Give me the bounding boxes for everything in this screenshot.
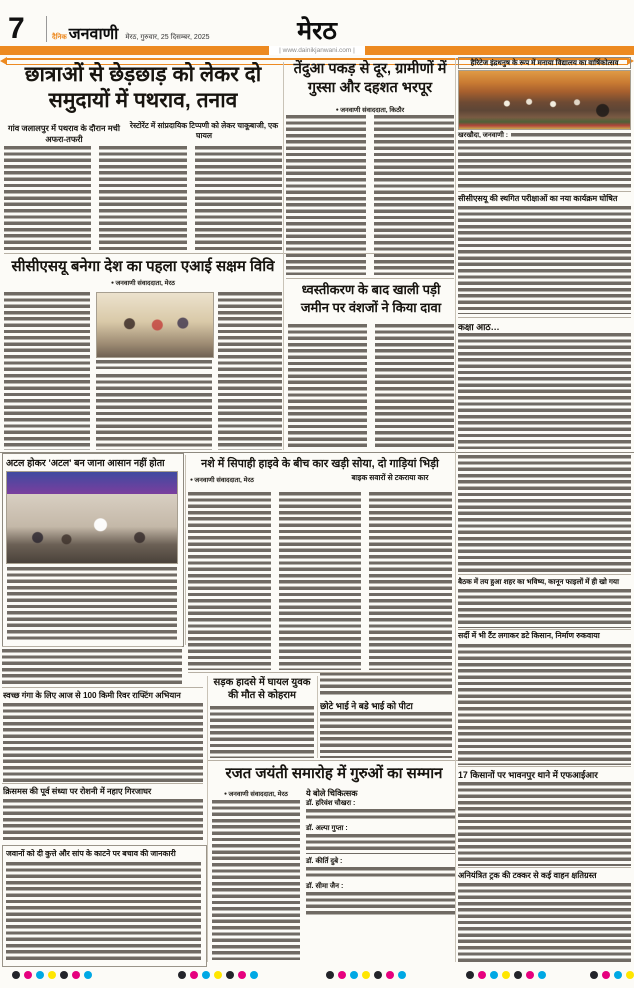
registration-mark bbox=[36, 971, 44, 979]
registration-mark bbox=[72, 971, 80, 979]
registration-mark bbox=[60, 971, 68, 979]
registration-mark bbox=[538, 971, 546, 979]
divider bbox=[458, 766, 631, 767]
body-text bbox=[369, 492, 452, 670]
headline-farmers-fir: 17 किसानों पर भावनपुर थाने में एफआईआर bbox=[458, 770, 598, 780]
divider bbox=[458, 317, 631, 318]
divider bbox=[2, 646, 182, 647]
ccsu-ai-photo bbox=[96, 292, 214, 358]
byline: ● जनवाणी संवाददाता, मेरठ bbox=[190, 475, 308, 484]
body-text bbox=[6, 862, 201, 960]
body-text bbox=[212, 800, 300, 960]
registration-mark bbox=[326, 971, 334, 979]
registration-mark bbox=[602, 971, 610, 979]
registration-mark bbox=[614, 971, 622, 979]
registration-mark bbox=[398, 971, 406, 979]
registration-mark bbox=[362, 971, 370, 979]
body-text bbox=[3, 799, 203, 842]
doctors-list bbox=[306, 800, 456, 920]
body-text bbox=[306, 892, 456, 916]
registration-mark bbox=[12, 971, 20, 979]
body-text bbox=[288, 324, 367, 450]
body-text bbox=[286, 115, 366, 275]
headline-farmers-tent: सर्दी में भी टैंट लगाकर डटे किसान, निर्माण रुकवाया bbox=[458, 631, 600, 640]
registration-mark bbox=[502, 971, 510, 979]
body-text bbox=[458, 333, 631, 449]
body-text bbox=[218, 292, 282, 450]
divider bbox=[458, 629, 631, 630]
body-text bbox=[306, 867, 456, 879]
registration-mark bbox=[178, 971, 186, 979]
body-text bbox=[374, 115, 454, 275]
body-text bbox=[4, 292, 90, 450]
registration-mark bbox=[466, 971, 474, 979]
dateline: खरखौदा, जनवाणी : bbox=[458, 132, 508, 139]
registration-mark bbox=[374, 971, 382, 979]
body-text bbox=[7, 567, 177, 641]
registration-mark bbox=[526, 971, 534, 979]
registration-mark bbox=[226, 971, 234, 979]
headline-leopard: तेंदुआ पकड़ से दूर, ग्रामीणों में गुस्सा और दहशत भरपूर bbox=[293, 61, 447, 96]
divider bbox=[283, 62, 284, 450]
doctor-name: डॉ. हरिवंश चौखरा : bbox=[306, 800, 356, 807]
kavi-sammelan-photo bbox=[6, 471, 178, 564]
divider bbox=[207, 676, 208, 962]
registration-mark bbox=[190, 971, 198, 979]
headline-city-meeting: बैठक में तय हुआ शहर का भविष्य, कानून फाइलों में ही खो गया bbox=[458, 577, 619, 586]
headline-christmas-eve: क्रिसमस की पूर्व संध्या पर रोशनी में नहाए गिरजाघर bbox=[3, 787, 152, 796]
divider bbox=[185, 455, 186, 645]
body-text bbox=[320, 712, 452, 758]
body-text bbox=[458, 644, 631, 765]
body-text bbox=[306, 834, 456, 854]
brand-prefix: दैनिक bbox=[52, 34, 67, 41]
body-text bbox=[195, 146, 282, 252]
divider bbox=[4, 253, 454, 254]
registration-mark bbox=[490, 971, 498, 979]
body-text bbox=[4, 146, 91, 252]
registration-mark bbox=[238, 971, 246, 979]
kicker-drunk-cop: बाइक सवारों से टकराया कार bbox=[351, 473, 429, 482]
headline-stone-pelting: छात्राओं से छेड़छाड़ को लेकर दो समुदायों में पथराव, तनाव bbox=[24, 63, 262, 112]
doctor-name: डॉ. अल्पा गुप्ता : bbox=[306, 825, 348, 832]
doctor-quote bbox=[306, 825, 456, 854]
body-text bbox=[279, 492, 362, 670]
headline-ccsu-ai: सीसीएसयू बनेगा देश का पहला एआई सक्षम विवि bbox=[11, 258, 275, 275]
registration-marks bbox=[0, 971, 634, 981]
registration-mark bbox=[48, 971, 56, 979]
divider bbox=[188, 672, 452, 673]
divider bbox=[317, 676, 318, 758]
registration-mark bbox=[250, 971, 258, 979]
body-text bbox=[458, 455, 631, 573]
body-text bbox=[511, 133, 631, 139]
divider bbox=[2, 687, 203, 688]
headline-accident-death: सड़क हादसे में घायल युवक की मौत से कोहराम bbox=[213, 677, 311, 701]
registration-mark bbox=[350, 971, 358, 979]
heritage-fest-photo bbox=[458, 70, 631, 130]
body-text bbox=[188, 492, 271, 670]
divider bbox=[455, 58, 456, 962]
edition-city: मेरठ bbox=[297, 17, 337, 45]
headline-atal: अटल होकर 'अटल' बन जाना आसान नहीं होता bbox=[6, 458, 165, 468]
headline-jawan-training: जवानों को दी कुत्ते और सांप के काटने पर बचाव की जानकारी bbox=[6, 849, 176, 858]
headline-ccsu-exam: सीसीएसयू की स्थगित परीक्षाओं का नया कार्यक्रम घोषित bbox=[458, 194, 618, 203]
photo-caption bbox=[96, 360, 212, 369]
body-text bbox=[458, 782, 631, 866]
headline-brothers-fight: छोटे भाई ने बड़े भाई को पीटा bbox=[320, 701, 413, 710]
divider bbox=[286, 278, 454, 279]
byline: ● जनवाणी संवाददाता, मेरठ bbox=[212, 789, 300, 798]
byline: ● जनवाणी संवाददाता, मेरठ bbox=[4, 278, 282, 287]
kicker-stone-pelting-right: रेस्टोरेंट में सांप्रदायिक टिप्पणी को लेकर चाकूबाजी, एक घायल bbox=[129, 121, 279, 140]
registration-mark bbox=[478, 971, 486, 979]
body-text bbox=[458, 206, 631, 314]
registration-mark bbox=[590, 971, 598, 979]
brand-name: जनवाणी bbox=[68, 26, 119, 43]
website-url: | www.dainikjanwani.com | bbox=[269, 46, 365, 55]
headline-drunk-cop: नशे में सिपाही हाइवे के बीच कार खड़ी सोया, दो गाड़ियां भिड़ी bbox=[201, 458, 439, 470]
body-text bbox=[210, 706, 314, 758]
registration-mark bbox=[386, 971, 394, 979]
divider bbox=[458, 867, 631, 868]
registration-mark bbox=[214, 971, 222, 979]
doctor-name: डॉ. सीमा जैन : bbox=[306, 883, 344, 890]
divider bbox=[208, 760, 458, 761]
registration-mark bbox=[202, 971, 210, 979]
doctor-quote bbox=[306, 858, 456, 879]
registration-mark bbox=[626, 971, 634, 979]
doctor-quote bbox=[306, 800, 456, 821]
article-body bbox=[288, 324, 454, 450]
body-text bbox=[320, 672, 452, 696]
subhead-doctors: ये बोले चिकित्सक bbox=[306, 789, 358, 798]
doctor-name: डॉ. कीर्ति दुबे : bbox=[306, 858, 343, 865]
headline-demolition: ध्वस्तीकरण के बाद खाली पड़ी जमीन पर वंशजों ने किया दावा bbox=[300, 282, 442, 315]
headline-truck-crash: अनियंत्रित ट्रक की टक्कर से कई वाहन क्षतिग्रस्त bbox=[458, 871, 597, 880]
edition-date-line: मेरठ, गुरुवार, 25 दिसम्बर, 2025 bbox=[125, 34, 210, 41]
registration-mark bbox=[514, 971, 522, 979]
divider bbox=[0, 452, 634, 453]
page-number: 7 bbox=[8, 12, 25, 45]
kicker-stone-pelting-left: गांव जलालपुर में पथराव के दौरान मची अफरा-तफरी bbox=[7, 124, 120, 144]
headline-heritage-fest: हैरिटेज इंद्रधनुष के रूप में मनाया विद्यालय का वार्षिकोत्सव bbox=[458, 57, 631, 69]
registration-mark bbox=[24, 971, 32, 979]
article-body bbox=[188, 492, 452, 670]
body-text bbox=[375, 324, 454, 450]
headline-silver-jubilee: रजत जयंती समारोह में गुरुओं का सम्मान bbox=[225, 765, 443, 782]
article-body bbox=[4, 146, 282, 252]
body-text bbox=[99, 146, 186, 252]
headline-ganga-rafting: स्वच्छ गंगा के लिए आज से 100 किमी रिवर राफ्टिंग अभियान bbox=[3, 691, 181, 700]
body-text bbox=[458, 140, 631, 190]
body-text bbox=[306, 809, 456, 821]
body-text bbox=[458, 589, 631, 628]
registration-mark bbox=[338, 971, 346, 979]
headline-class-eight: कक्षा आठ… bbox=[458, 322, 500, 331]
body-text bbox=[2, 649, 182, 684]
masthead-bar bbox=[0, 46, 634, 55]
byline: ● जनवाणी संवाददाता, किठौर bbox=[286, 105, 454, 114]
body-text bbox=[96, 374, 212, 450]
divider bbox=[2, 783, 203, 784]
body-text bbox=[3, 703, 203, 783]
article-body bbox=[286, 115, 454, 275]
registration-mark bbox=[84, 971, 92, 979]
body-text bbox=[458, 883, 631, 962]
divider bbox=[458, 574, 631, 575]
doctor-quote bbox=[306, 883, 456, 916]
photo-caption bbox=[458, 132, 631, 139]
divider bbox=[458, 191, 631, 192]
